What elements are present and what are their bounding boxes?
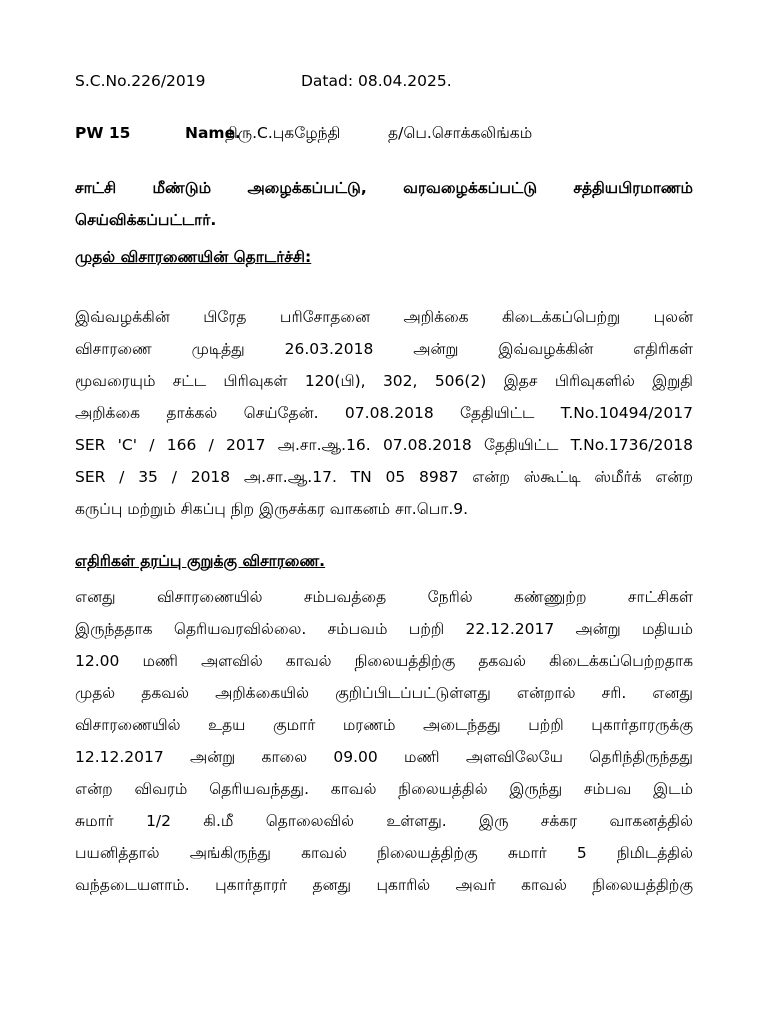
paragraph-line: விசாரணை முடித்து 26.03.2018 அன்று இவ்வழக்கின் எதிரிகள் xyxy=(75,340,693,358)
intro-paragraph xyxy=(75,172,693,236)
paragraph-line: சுமார் 1/2 கி.மீ தொலைவில் உள்ளது. இரு சக்கர வாகனத்தில் xyxy=(75,812,693,830)
continuation-paragraph xyxy=(75,301,693,525)
paragraph-line: என்ற விவரம் தெரியவந்தது. காவல் நிலையத்தில் இருந்து சம்பவ இடம் xyxy=(75,780,693,798)
case-header xyxy=(75,72,452,90)
paragraph-line: எனது விசாரணையில் சம்பவத்தை நேரில் கண்ணுற்ற சாட்சிகள் xyxy=(75,588,693,606)
section-heading-cross-examination: எதிரிகள் தரப்பு குறுக்கு விசாரணை. xyxy=(75,552,326,570)
name-label: Name. xyxy=(185,124,241,142)
paragraph-line: மூவரையும் சட்ட பிரிவுகள் 120(பி), 302, 506(2) இதச பிரிவுகளில் இறுதி xyxy=(75,372,693,390)
paragraph-line: கருப்பு மற்றும் சிகப்பு நிற இருசக்கர வாகனம் சா.பொ.9. xyxy=(75,500,469,518)
paragraph-line: SER 'C' / 166 / 2017 அ.சா.ஆ.16. 07.08.2018 தேதியிட்ட T.No.1736/2018 xyxy=(75,436,693,454)
paragraph-line: விசாரணையில் உதய குமார் மரணம் அடைந்தது பற்றி புகார்தாரருக்கு xyxy=(75,716,693,734)
witness-header xyxy=(75,124,533,142)
witness-father-name: த/பெ.சொக்கலிங்கம் xyxy=(388,124,533,142)
paragraph-line: SER / 35 / 2018 அ.சா.ஆ.17. TN 05 8987 என்ற ஸ்கூட்டி ஸ்மீர்க் என்ற xyxy=(75,468,693,486)
cross-examination-paragraph xyxy=(75,581,693,901)
paragraph-line: பயனித்தால் அங்கிருந்து காவல் நிலையத்திற்கு சுமார் 5 நிமிடத்தில் xyxy=(75,844,693,862)
case-number: S.C.No.226/2019 xyxy=(75,72,206,90)
paragraph-line: அறிக்கை தாக்கல் செய்தேன். 07.08.2018 தேதியிட்ட T.No.10494/2017 xyxy=(75,404,693,422)
intro-line: செய்விக்கப்பட்டார். xyxy=(75,211,217,229)
witness-number: PW 15 xyxy=(75,124,131,142)
paragraph-line: வந்தடையளாம். புகார்தாரர் தனது புகாரில் அவர் காவல் நிலையத்திற்கு xyxy=(75,876,693,894)
document-date: Datad: 08.04.2025. xyxy=(301,72,452,90)
paragraph-line: இவ்வழக்கின் பிரேத பரிசோதனை அறிக்கை கிடைக்கப்பெற்று புலன் xyxy=(75,308,693,326)
section-heading-continuation: முதல் விசாரணையின் தொடர்ச்சி: xyxy=(75,248,312,266)
paragraph-line: 12.12.2017 அன்று காலை 09.00 மணி அளவிலேயே தெரிந்திருந்தது xyxy=(75,748,693,766)
paragraph-line: முதல் தகவல் அறிக்கையில் குறிப்பிடப்பட்டுள்ளது என்றால் சரி. எனது xyxy=(75,684,693,702)
intro-line: சாட்சி மீண்டும் அழைக்கப்பட்டு, வரவழைக்கப்பட்டு சத்தியபிரமாணம் xyxy=(75,179,693,197)
paragraph-line: 12.00 மணி அளவில் காவல் நிலையத்திற்கு தகவல் கிடைக்கப்பெற்றதாக xyxy=(75,652,693,670)
witness-name: திரு.C.புகழேந்தி xyxy=(225,124,341,142)
paragraph-line: இருந்ததாக தெரியவரவில்லை. சம்பவம் பற்றி 22.12.2017 அன்று மதியம் xyxy=(75,620,693,638)
